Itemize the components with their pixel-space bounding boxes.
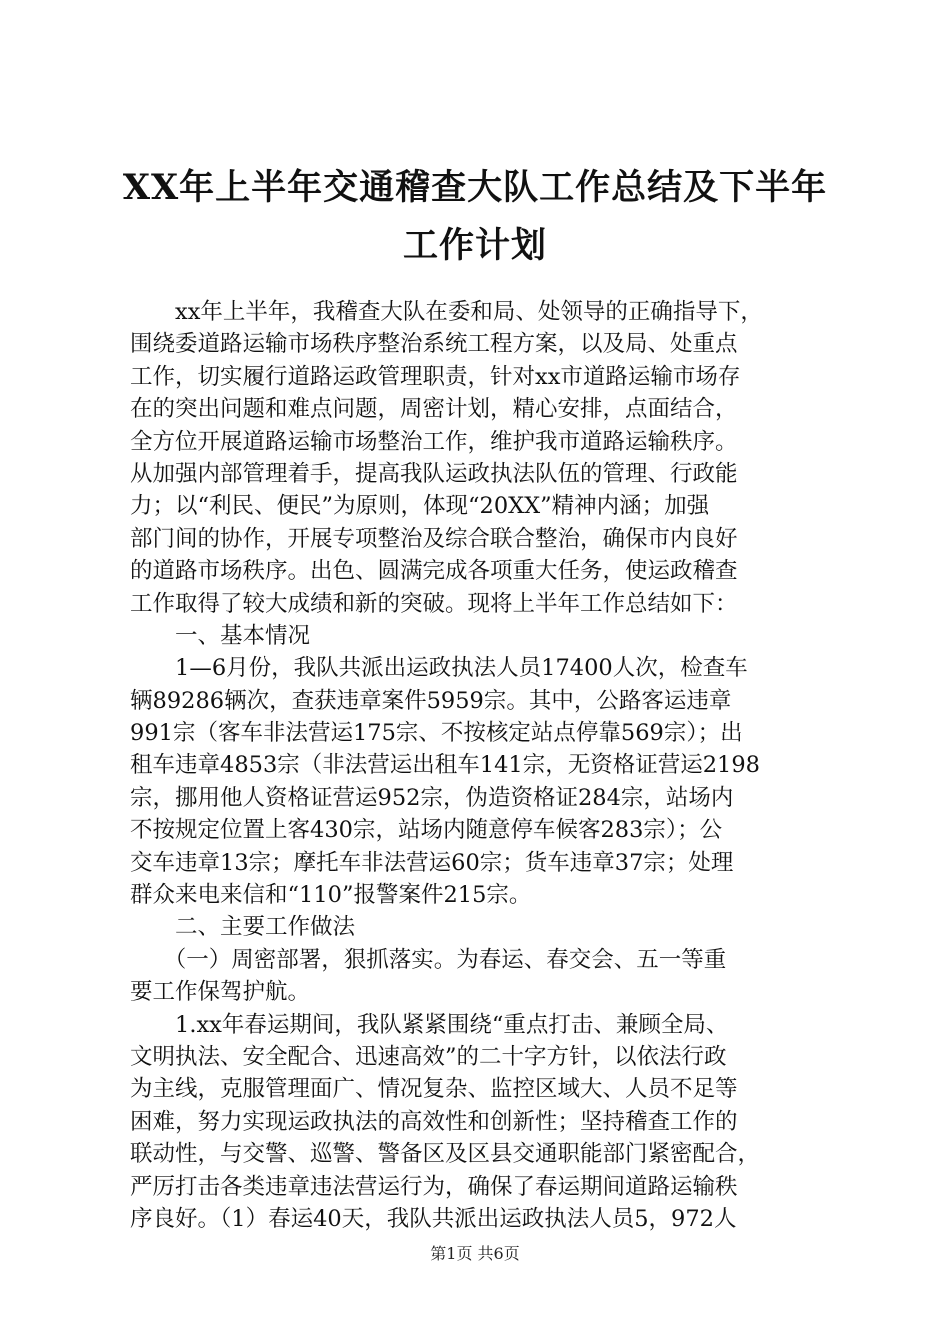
body-line: 围绕委道路运输市场秩序整治系统工程方案，以及局、处重点 xyxy=(130,331,738,358)
body-line: 在的突出问题和难点问题，周密计划，精心安排，点面结合， xyxy=(130,396,738,423)
body-line: 严厉打击各类违章违法营运行为，确保了春运期间道路运输秩 xyxy=(130,1173,738,1200)
body-line: 1—6月份，我队共派出运政执法人员17400人次，检查车 xyxy=(130,655,748,682)
body-line: 租车违章4853宗（非法营运出租车141宗，无资格证营运2198 xyxy=(130,752,760,779)
body-line: 群众来电来信和“110”报警案件215宗。 xyxy=(130,882,532,909)
body-line: 文明执法、安全配合、迅速高效”的二十字方针，以依法行政 xyxy=(130,1043,727,1070)
body-line: 序良好。（1）春运40天，我队共派出运政执法人员5，972人 xyxy=(130,1205,737,1232)
body-line: （一）周密部署，狠抓落实。为春运、春交会、五一等重 xyxy=(130,946,727,973)
body-line: xx年上半年，我稽查大队在委和局、处领导的正确指导下， xyxy=(130,299,763,325)
body-line: 991宗（客车非法营运175宗、不按核定站点停靠569宗）；出 xyxy=(130,720,743,747)
body-line: 部门间的协作，开展专项整治及综合联合整治，确保市内良好 xyxy=(130,525,738,552)
body-line: 宗，挪用他人资格证营运952宗，伪造资格证284宗，站场内 xyxy=(130,784,734,811)
body-line: 全方位开展道路运输市场整治工作，维护我市道路运输秩序。 xyxy=(130,428,738,455)
body-line: 力；以“利民、便民”为原则，体现“20XX”精神内涵；加强 xyxy=(130,493,710,520)
body-line: 联动性，与交警、巡警、警备区及区县交通职能部门紧密配合， xyxy=(130,1141,761,1168)
page-footer: 第1页 共6页 xyxy=(430,1244,520,1263)
body-line: 从加强内部管理着手，提高我队运政执法队伍的管理、行政能 xyxy=(130,460,738,487)
body-line: 的道路市场秩序。出色、圆满完成各项重大任务，使运政稽查 xyxy=(130,558,738,585)
body-line: 工作取得了较大成绩和新的突破。现将上半年工作总结如下： xyxy=(130,590,738,617)
document-title-line-2: 工作计划 xyxy=(402,225,547,266)
body-line: 工作，切实履行道路运政管理职责，针对xx市道路运输市场存 xyxy=(130,363,741,390)
body-line: 困难，努力实现运政执法的高效性和创新性；坚持稽查工作的 xyxy=(130,1108,738,1135)
body-line: 辆89286辆次，查获违章案件5959宗。其中，公路客运违章 xyxy=(130,687,732,714)
body-line: 不按规定位置上客430宗，站场内随意停车候客283宗）；公 xyxy=(130,817,723,844)
body-line: 为主线，克服管理面广、情况复杂、监控区域大、人员不足等 xyxy=(130,1076,738,1103)
document-title-line-1: XX年上半年交通稽查大队工作总结及下半年 xyxy=(122,167,828,208)
body-line: 交车违章13宗；摩托车非法营运60宗；货车违章37宗；处理 xyxy=(130,849,734,876)
section-heading: 二、主要工作做法 xyxy=(130,914,356,941)
section-heading: 一、基本情况 xyxy=(130,622,311,649)
body-line: 要工作保驾护航。 xyxy=(130,979,311,1006)
document-body xyxy=(130,296,830,1235)
body-line: 1.xx年春运期间，我队紧紧围绕“重点打击、兼顾全局、 xyxy=(130,1011,729,1038)
